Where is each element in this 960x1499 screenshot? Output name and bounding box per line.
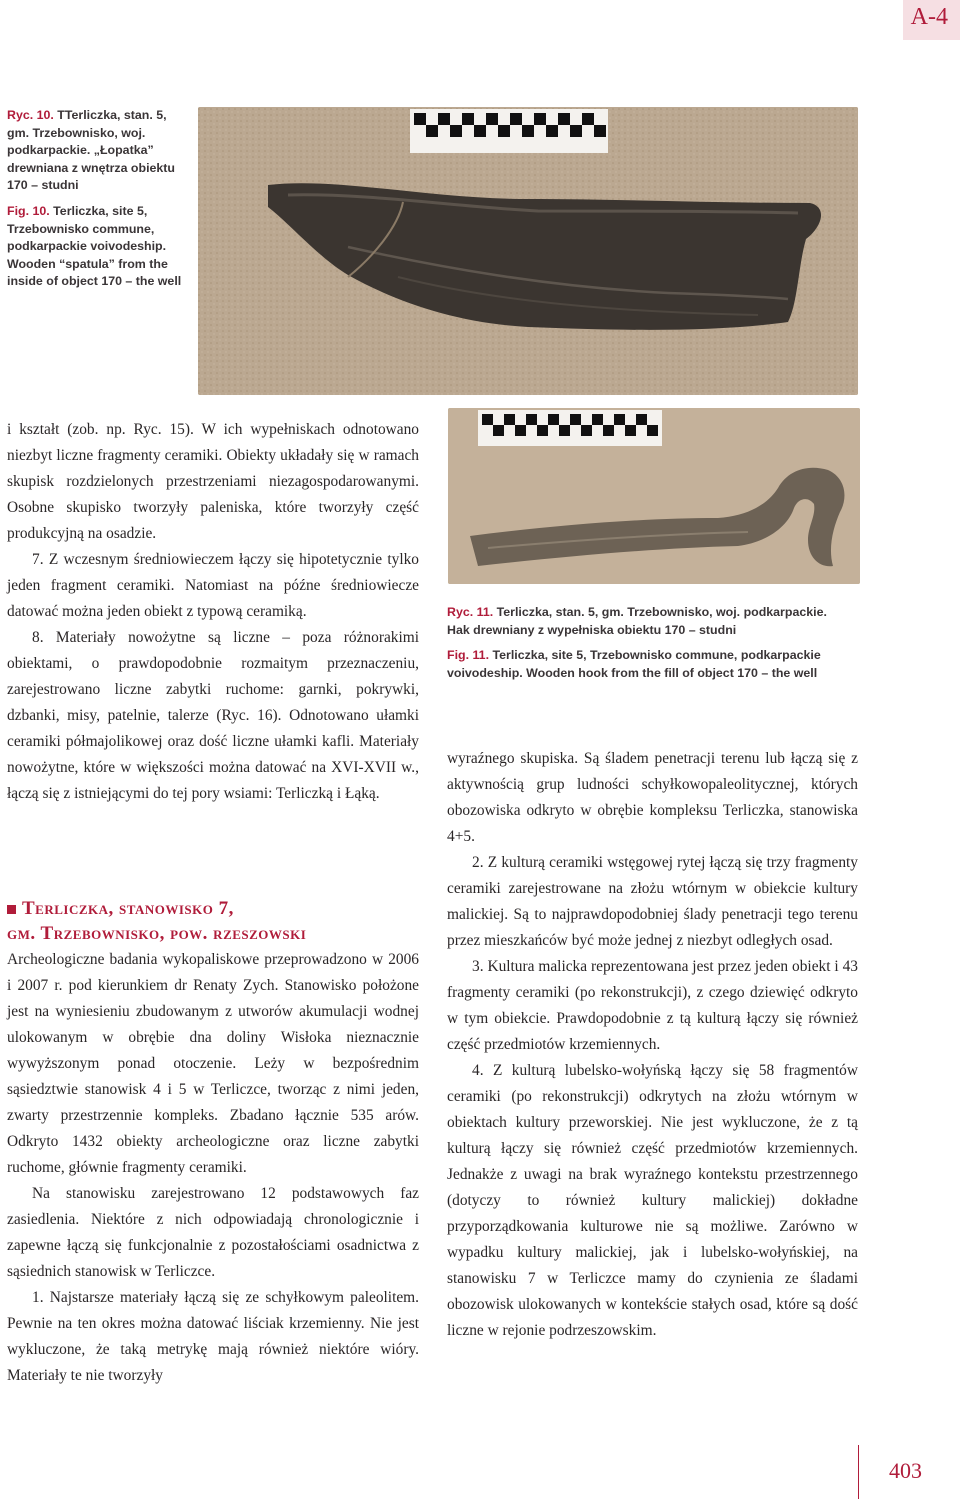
figure-10-caption [7,107,187,291]
caption2-en [447,647,847,682]
column-left-bottom [7,947,419,1389]
caption-en [7,203,187,291]
paragraph: wyraźnego skupiska. Są śladem penetracji terenu lub łączą się z aktywnością grup ludności schyłkowopaleolitycznej, których obozowiska odkryto w obrębie kompleksu Terliczka, stanowiska 4+5. [447,750,858,845]
figure-11-photo [448,408,860,584]
caption2-pl-text: Terliczka, stan. 5, gm. Trzebownisko, woj. podkarpackie. Hak drewniany z wypełniska obiektu 170 – studni [447,605,827,637]
caption-pl [7,107,187,195]
caption-en-text: Terliczka, site 5, Trzebownisko commune, podkarpackie voivodeship. Wooden “spatula” from the inside of object 170 – the well [7,203,182,289]
page-tab [903,0,960,40]
paragraph: Archeologiczne badania wykopaliskowe przeprowadzono w 2006 i 2007 r. pod kierunkiem dr Renaty Zych. Stanowisko położone jest na wyniesieniu zbudowanym z utworów akumulacji wodnej ulokowanym w obrębie dna doliny Wisłoka nieznacznie wywyższonym ponad otoczenie. Leży w bezpośrednim sąsiedztwie stanowisk 4 i 5 w Terliczce, tworząc z nimi jeden, zwarty przestrzennie kompleks. Zbadano łącznie 535 arów. Odkryto 1432 obiekty archeologiczne oraz liczne zabytki ruchome, głównie fragmenty ceramiki. [7,951,419,1176]
caption-en-label: Fig. 10. [7,203,50,218]
caption-pl-text: TTerliczka, stan. 5, gm. Trzebownisko, woj. podkarpackie. „Łopatka” drewniana z wnętrza obiektu 170 – studni [7,108,175,193]
paragraph: 8. Materiały nowożytne są liczne – poza różnorakimi obiektami, o prawdopodobnie rozmaitym przeznaczeniu, zarejestrowano liczne zabytki ruchome: garnki, pokrywki, dzbanki, misy, patelnie, talerze (Ryc. 16). Odnotowano ułamki ceramiki półmajolikowej oraz dość liczne ułamki kafli. Materiały nowożytne, które w większości można datować na XVI-XVII w., łączą się z istniejącymi do tej pory wsiami: Terliczką i Łąką. [7,629,419,802]
scale-bar-2 [478,410,662,446]
section-heading [7,896,427,946]
paragraph: Na stanowisku zarejestrowano 12 podstawowych faz zasiedlenia. Niektóre z nich odpowiadają chronologicznie i zapewne łączą się funkcjonalnie z pozostałościami osadnictwa z sąsiednich stanowisk w Terliczce. [7,1185,419,1280]
figure-10-photo [198,107,858,395]
caption2-en-label: Fig. 11. [447,648,490,663]
paragraph: 1. Najstarsze materiały łączą się ze schyłkowym paleolitem. Pewnie na ten okres można datować liściak krzemienny. Nie jest wykluczone, że taką metrykę mają również niektóre wióry. Materiały te nie tworzyły [7,1289,419,1384]
caption2-pl [447,604,847,639]
page-number: 403 [889,1458,922,1483]
column-left-top [7,417,419,807]
page-number-rule [858,1445,859,1499]
paragraph: 3. Kultura malicka reprezentowana jest przez jeden obiekt i 43 fragmenty ceramiki (po rekonstrukcji), z czego dziewięć odkryto w tym obiekcie. Prawdopodobnie z tą kulturą łączy się również część przedmiotów krzemiennych. [447,958,858,1053]
scale-bar [410,109,608,153]
section-heading-line1: Terliczka, stanowisko 7, [22,898,234,919]
wooden-spatula-image [198,107,858,395]
bullet-square-icon [7,905,16,914]
paragraph: 7. Z wczesnym średniowieczem łączy się hipotetycznie tylko jeden fragment ceramiki. Natomiast na późne średniowiecze datować można jeden obiekt z typową ceramiką. [7,551,419,620]
paragraph: 4. Z kulturą lubelsko-wołyńską łączy się 58 fragmentów ceramiki (po rekonstrukcji) odkrytych na złożu wtórnym w obiektach kultury przeworskiej. Nie jest wykluczone, że z tą kulturą łączy się również część przedmiotów krzemiennych. Jednakże z uwagi na brak wyraźnego kontekstu przestrzennego (dotyczy to również kultury malickiej) dokładne przyporządkowania kulturowe nie są możliwe. Zarówno w wypadku kultury malickiej, jak i lubelsko-wołyńskiej, na stanowisku 7 w Terliczce mamy do czynienia ze śladami obozowisk ulokowanych w kontekście stałych osad, które są dość liczne w rejonie podrzeszowskim. [447,1062,858,1339]
paragraph: 2. Z kulturą ceramiki wstęgowej rytej łączą się trzy fragmenty ceramiki zarejestrowane na złożu wtórnym w obiekcie kultury malickiej. Są to najprawdopodobniej ślady penetracji tego terenu przez mieszkańców być może jednej z niezbyt odległych osad. [447,854,858,949]
wooden-hook-image [448,408,860,584]
caption-pl-label: Ryc. 10. [7,108,54,122]
section-heading-line2: gm. Trzebownisko, pow. rzeszowski [7,923,307,944]
paragraph: i kształt (zob. np. Ryc. 15). W ich wypełniskach odnotowano niezbyt liczne fragmenty ceramiki. Obiekty układały się w ramach skupisk rozdzielonych przestrzeniami niezagospodarowanymi. Osobne skupisko tworzyły paleniska, które tworzyły część produkcyjną na osadzie. [7,421,419,542]
page-tab-label: A-4 [910,4,948,30]
caption2-pl-label: Ryc. 11. [447,605,494,619]
figure-11-caption [447,604,847,682]
column-right [447,746,858,1344]
caption2-en-text: Terliczka, site 5, Trzebownisko commune, podkarpackie voivodeship. Wooden hook from the fill of object 170 – the well [447,648,821,680]
